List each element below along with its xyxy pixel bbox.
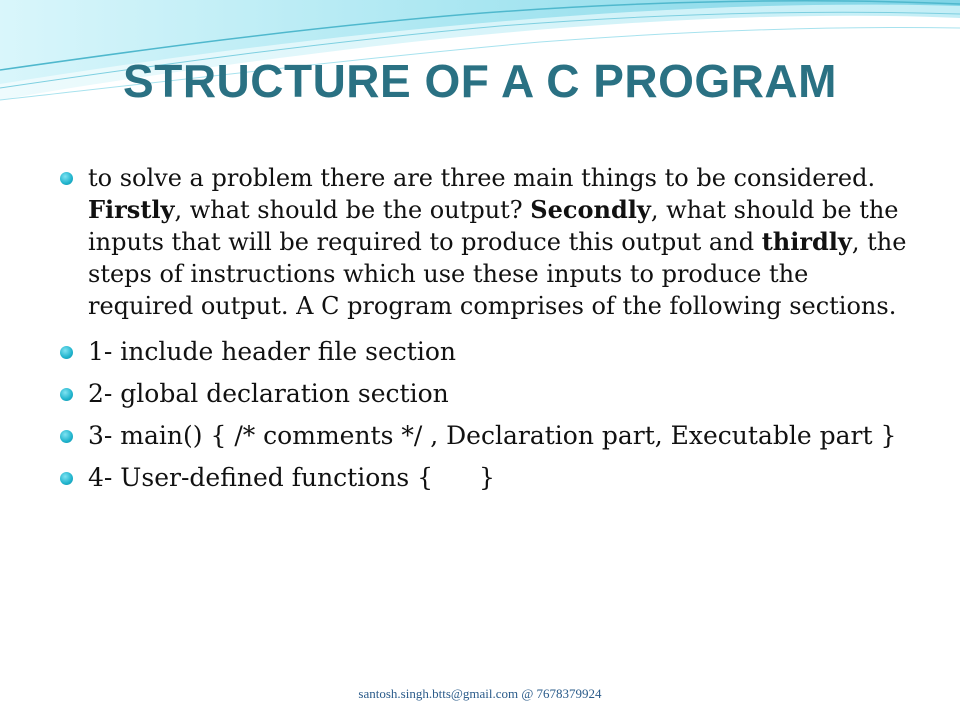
intro-firstly: Firstly xyxy=(88,195,175,224)
intro-thirdly: thirdly xyxy=(761,227,852,256)
footer-contact: santosh.singh.btts@gmail.com @ 7678379924 xyxy=(358,686,602,701)
bullet-text: 3- main() { /* comments */ , Declaration part, Executable part } xyxy=(88,421,897,450)
intro-text-4: , the steps of instructions which use these inputs to produce the required output. A C program comprises of the following sections. xyxy=(88,228,907,320)
bullet-list xyxy=(60,162,920,504)
bullet-text: 1- include header file section xyxy=(88,337,456,366)
bullet-text: 4- User-defined functions { xyxy=(88,463,434,492)
bullet-text: 2- global declaration section xyxy=(88,379,449,408)
bullet-global-declaration xyxy=(60,378,920,410)
intro-text-1: to solve a problem there are three main things to be considered. xyxy=(88,164,876,192)
intro-text-2: , what should be the output? xyxy=(174,196,531,224)
bullet-intro xyxy=(60,162,920,322)
bullet-main-function xyxy=(60,420,920,452)
bullet-dot-icon xyxy=(60,172,73,185)
bullet-user-functions xyxy=(60,462,920,494)
intro-text-3: , what should be the inputs that will be required to produce this output and xyxy=(88,196,899,256)
bullet-dot-icon xyxy=(60,346,73,359)
intro-secondly: Secondly xyxy=(530,195,651,224)
bullet-dot-icon xyxy=(60,472,73,485)
slide-title: STRUCTURE OF A C PROGRAM xyxy=(123,55,837,107)
bullet-header-file xyxy=(60,336,920,368)
closing-brace: } xyxy=(479,463,495,492)
bullet-dot-icon xyxy=(60,430,73,443)
bullet-dot-icon xyxy=(60,388,73,401)
